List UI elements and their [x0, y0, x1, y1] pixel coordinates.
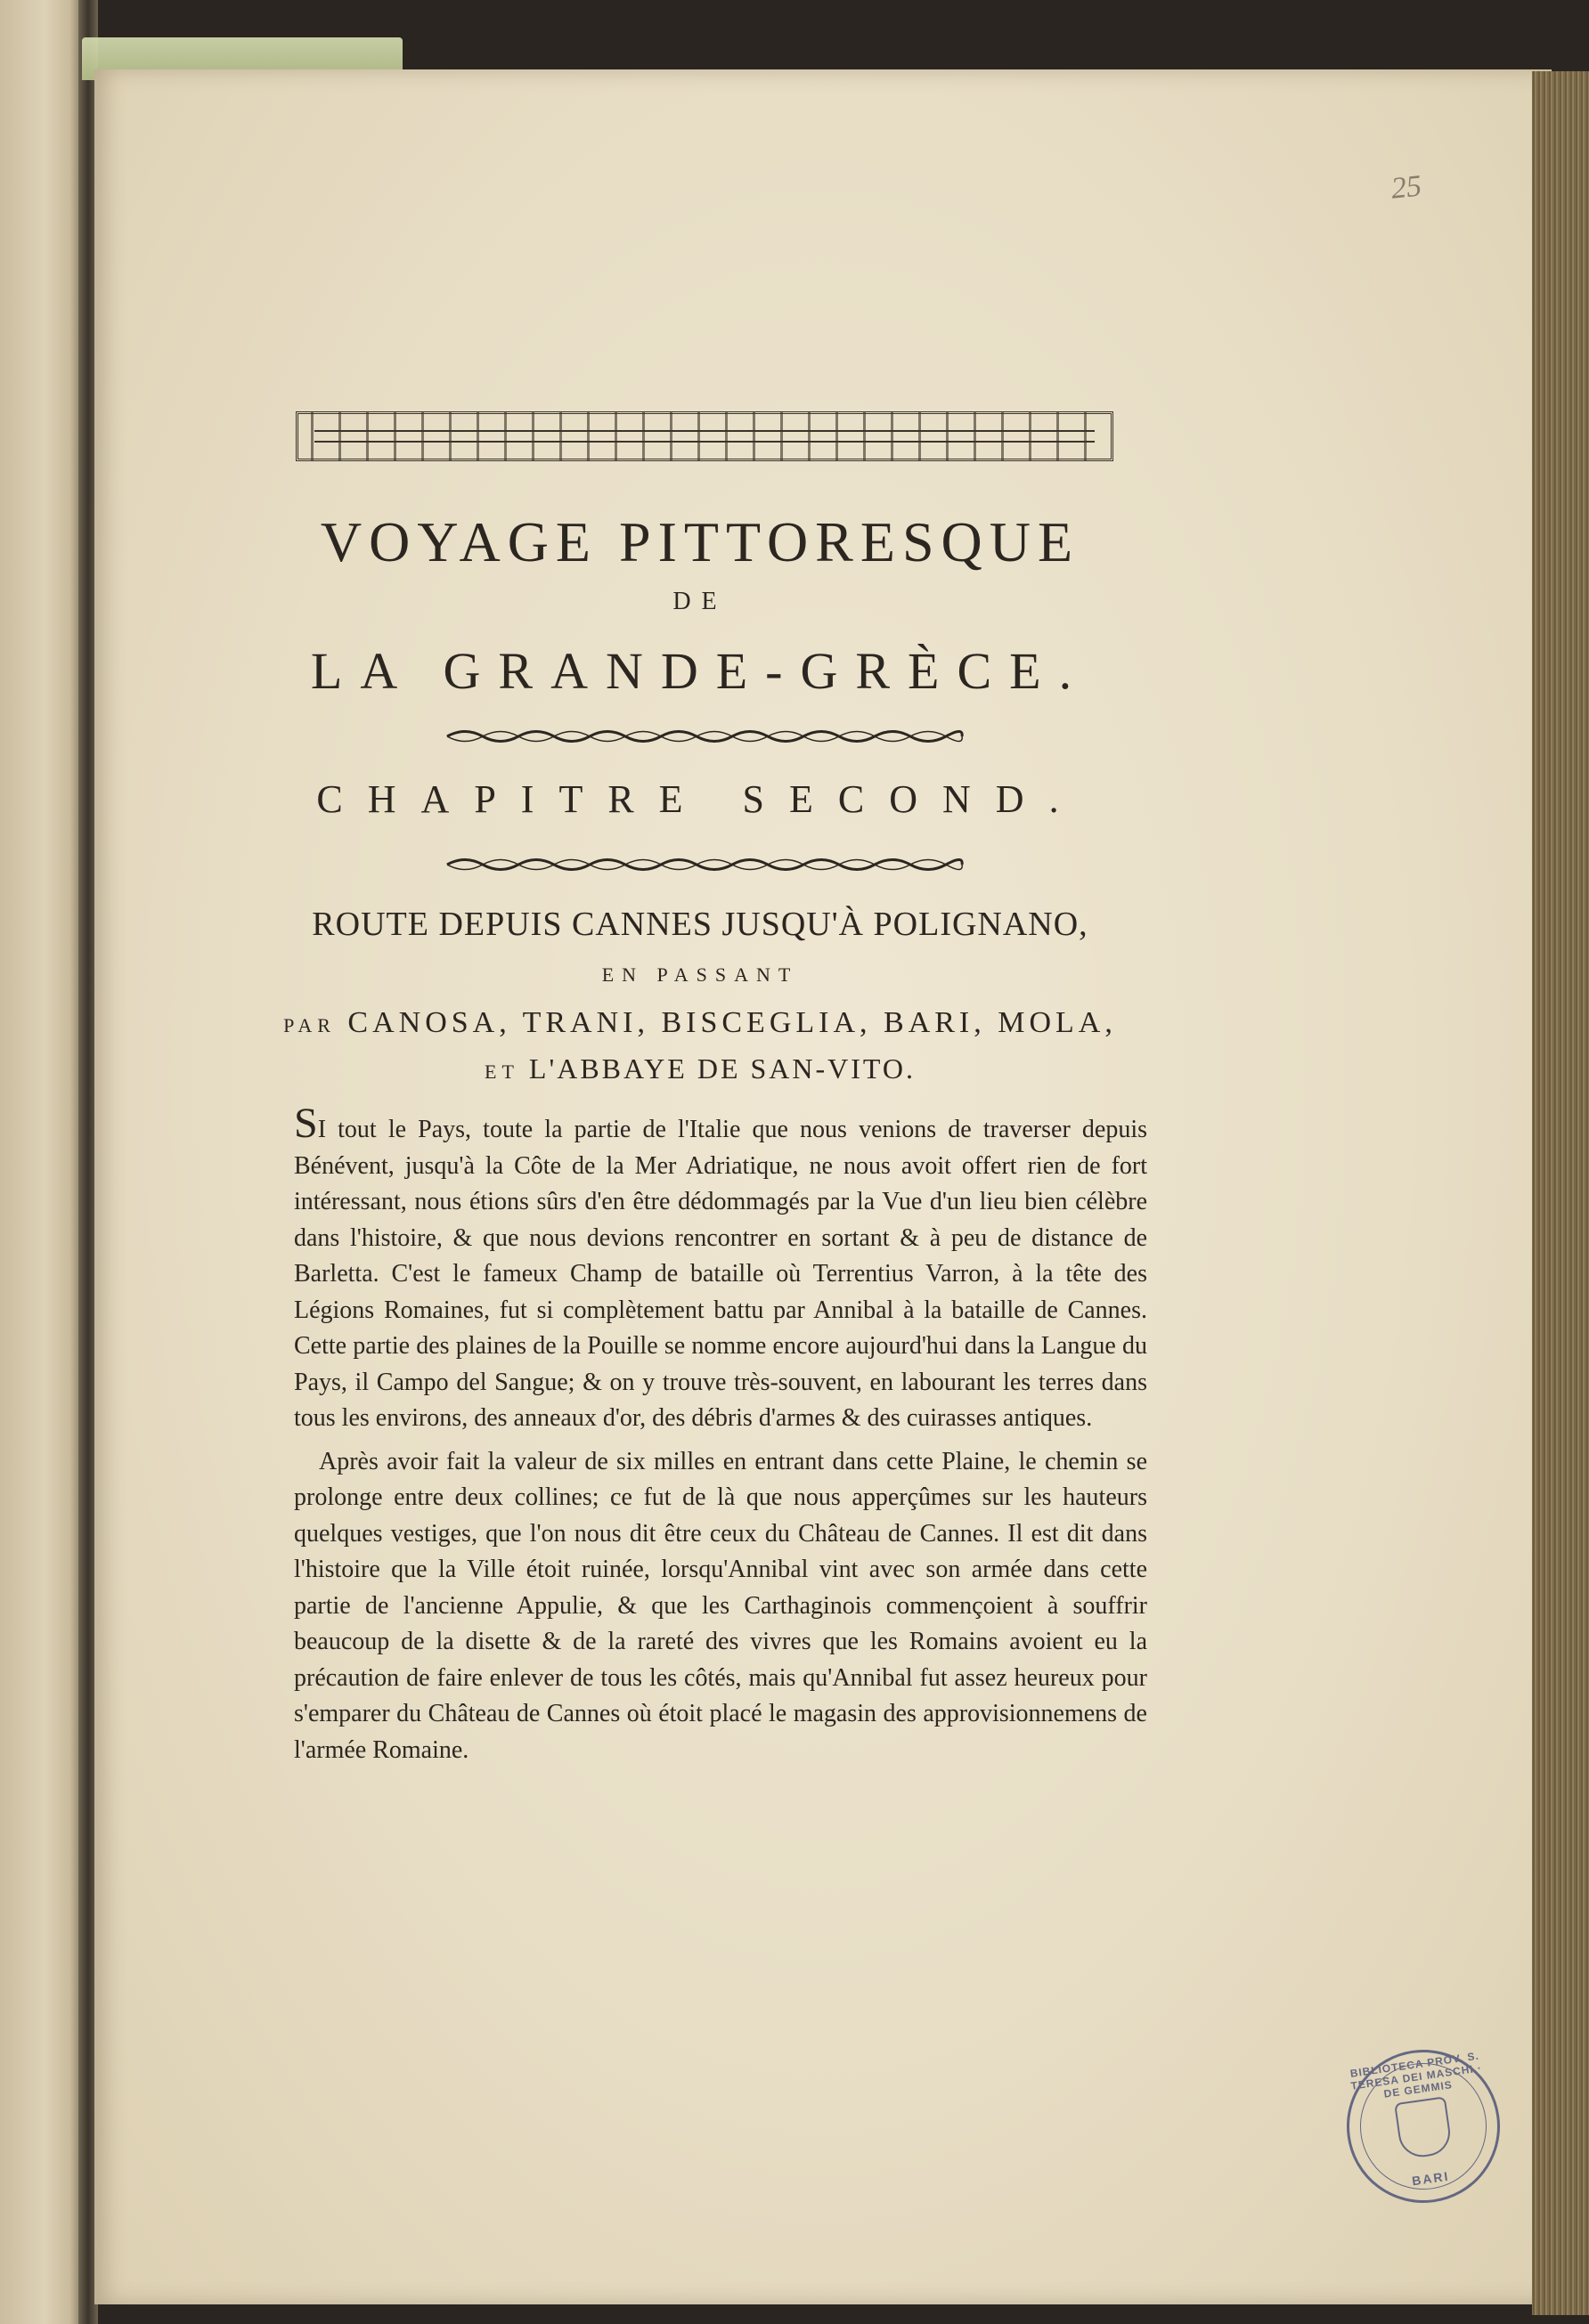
chapter-heading: CHAPITRE SECOND. [316, 777, 1084, 821]
stamp-city: BARI [1411, 2168, 1451, 2189]
stamp-crest-icon [1394, 2096, 1453, 2159]
route-passant: EN PASSANT [601, 963, 799, 986]
stamp-label: BIBLIOTECA PROV. S. TERESA DEI MASCHI · DE GEMMIS [1349, 2049, 1483, 2101]
title-line-1: VOYAGE PITTORESQUE [320, 510, 1080, 573]
title-line-2: LA GRANDE-GRÈCE. [310, 642, 1090, 700]
page-number: 25 [1389, 169, 1423, 206]
facing-page-edge [0, 0, 82, 2324]
banner-inner-rule [314, 430, 1095, 443]
abbaye-text: L'ABBAYE DE SAN-VITO. [528, 1052, 916, 1085]
title-de: DE [672, 588, 728, 615]
via-prefix: PAR [283, 1014, 336, 1036]
paragraph-1-text: I tout le Pays, toute la partie de l'Italie que nous venions de traverser depuis Bénévent, jusqu'à la Côte de la Mer Adriatique, ne nous avoit offert rien de fort intéressant, nous étions sûrs d'en être dédommagés par la Vue d'un lieu bien célèbre dans l'histoire, & que nous devions rencontrer en sortant & à peu de distance de Barletta. C'est le fameux Champ de bataille où Terrentius Varron, à la tête des Légions Romaines, fut si complètement battu par Annibal à la bataille de Cannes. Cette partie des plaines de la Pouille se nomme encore aujourd'hui dans la Langue du Pays, il Campo del Sangue; & on y trouve très-souvent, en labourant les terres dans tous les environs, des anneaux d'or, des débris d'armes & des cuirasses antiques. [294, 1116, 1147, 1432]
route-via [94, 1006, 1306, 1040]
via-places: CANOSA, TRANI, BISCEGLIA, BARI, MOLA, [347, 1006, 1117, 1039]
divider-ornament-bottom [444, 855, 966, 874]
divider-ornament-top [444, 727, 966, 746]
abbaye-prefix: ET [485, 1060, 519, 1083]
body-text [294, 1100, 1147, 1768]
drop-cap: S [294, 1100, 318, 1147]
header-ornament-banner [296, 411, 1113, 461]
paragraph-2: Après avoir fait la valeur de six milles en entrant dans cette Plaine, le chemin se prolonge entre deux collines; ce fut de là que nous apperçûmes sur les hauteurs quelques vestiges, que l'on nous dit être ceux du Château de Cannes. Il est dit dans l'histoire que la Ville étoit ruinée, lorsqu'Annibal vint avec son armée dans cette partie de l'ancienne Appulie, & que les Carthaginois commençoient à souffrir beaucoup de la disette & de la rareté des vivres que les Romains avoient eu la précaution de faire enlever de tous les côtés, mais qu'Annibal fut assez heureux pour s'emparer du Château de Cannes où étoit placé le magasin des approvisionnemens de l'armée Romaine. [294, 1447, 1147, 1764]
page-fore-edge [1532, 71, 1589, 2315]
paragraph-1 [294, 1100, 1147, 1437]
route-abbaye [94, 1052, 1306, 1085]
route-heading: ROUTE DEPUIS CANNES JUSQU'À POLIGNANO, [312, 906, 1088, 943]
